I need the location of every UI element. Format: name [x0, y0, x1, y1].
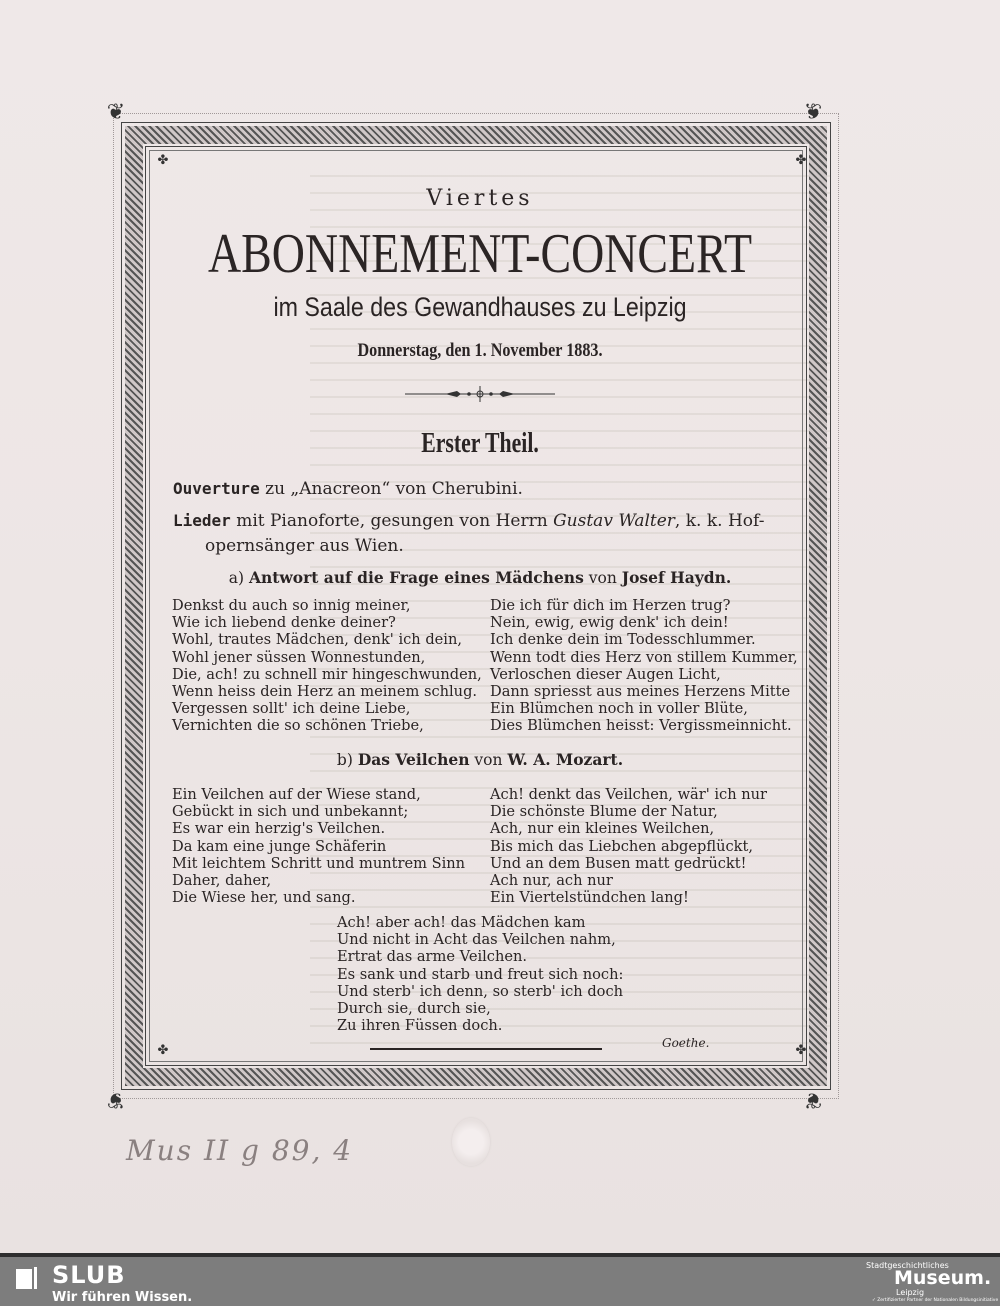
corner-ornament-icon: ❦	[106, 1087, 126, 1112]
verse-line: Dies Blümchen heisst: Vergissmeinnicht.	[490, 717, 792, 735]
inner-corner-ornament-icon: ✤	[795, 153, 807, 168]
inner-corner-ornament-icon: ✤	[157, 1043, 169, 1058]
verse-line: Denkst du auch so innig meiner,	[172, 597, 411, 614]
venue-subtitle: im Saale des Gewandhauses zu Leipzig	[273, 292, 687, 322]
verse-line: Und an dem Busen matt gedrückt!	[490, 854, 747, 872]
verse-line: Die ich für dich im Herzen trug?	[490, 597, 731, 614]
corner-ornament-icon: ❦	[106, 100, 126, 125]
song-heading-a	[0, 568, 960, 587]
inner-corner-ornament-icon: ✤	[157, 153, 169, 168]
verse-line: Durch sie, durch sie,	[337, 1000, 491, 1018]
verse-line: Wohl, trautes Mädchen, denk' ich dein,	[172, 631, 463, 649]
poem-author: Goethe.	[662, 1036, 710, 1050]
program-item-text: mit Pianoforte, gesungen von Herrn	[230, 511, 554, 531]
program-item-continuation: opernsänger aus Wien.	[205, 536, 404, 556]
verse-b-left	[172, 786, 465, 906]
verse-line: Ein Blümchen noch in voller Blüte,	[490, 700, 748, 718]
song-by: von	[583, 569, 622, 587]
inner-corner-ornament-icon: ✤	[795, 1043, 807, 1058]
embossed-stamp	[452, 1118, 490, 1166]
verse-line: Ach! aber ach! das Mädchen kam	[337, 914, 586, 931]
verse-line: Wie ich liebend denke deiner?	[172, 614, 396, 632]
verse-line: Die Wiese her, und sang.	[172, 889, 356, 907]
page-title: ABONNEMENT-CONCERT	[207, 223, 753, 285]
verse-line: Dann spriesst aus meines Herzens Mitte	[490, 683, 791, 701]
partner-certification: ✓ Zertifizierter Partner der Nationalen Bildungsinitiative	[872, 1298, 999, 1303]
verse-line: Daher, daher,	[172, 872, 272, 890]
verse-line: Es war ein herzig's Veilchen.	[172, 820, 386, 838]
verse-line: Mit leichtem Schritt und muntrem Sinn	[172, 854, 466, 872]
verse-b-center	[337, 914, 623, 1034]
verse-line: Verloschen dieser Augen Licht,	[490, 665, 721, 683]
verse-line: Ach! denkt das Veilchen, wär' ich nur	[490, 786, 768, 803]
pre-title: Viertes	[426, 186, 534, 211]
verse-line: Nein, ewig, ewig denk' ich dein!	[490, 614, 729, 632]
partner-city: Leipzig	[896, 1288, 925, 1297]
verse-line: Ein Viertelstündchen lang!	[490, 889, 689, 907]
verse-line: Ach nur, ach nur	[490, 872, 613, 890]
verse-line: Gebückt in sich und unbekannt;	[172, 803, 409, 821]
song-title: Antwort auf die Frage eines Mädchens	[248, 568, 584, 587]
verse-a-left	[172, 597, 482, 735]
song-by: von	[469, 751, 508, 769]
song-index: a)	[228, 569, 244, 587]
concert-date: Donnerstag, den 1. November 1883.	[357, 340, 603, 361]
song-heading-b	[0, 750, 960, 769]
verse-line: Die schönste Blume der Natur,	[490, 803, 718, 821]
verse-line: Die, ach! zu schnell mir hingeschwunden,	[172, 665, 482, 683]
divider-ornament-icon	[405, 384, 555, 404]
verse-line: Es sank und starb und freut sich noch:	[337, 965, 624, 983]
verse-line: Wohl jener süssen Wonnestunden,	[172, 648, 426, 666]
verse-line: Vernichten die so schönen Triebe,	[172, 717, 424, 735]
verse-line: Wenn todt dies Herz von stillem Kummer,	[490, 648, 798, 666]
viewer-footer	[0, 1253, 1000, 1306]
library-name[interactable]: SLUB	[52, 1261, 126, 1289]
handwritten-shelfmark: Mus II g 89, 4	[126, 1134, 354, 1167]
program-item-lieder	[173, 508, 801, 559]
library-tagline: Wir führen Wissen.	[52, 1290, 193, 1305]
verse-a-right	[490, 597, 798, 735]
performer-name: Gustav Walter	[553, 511, 675, 531]
corner-ornament-icon: ❦	[803, 1087, 823, 1112]
song-index: b)	[336, 751, 353, 769]
verse-line: Da kam eine junge Schäferin	[172, 837, 387, 855]
program-item-label: Ouverture	[173, 479, 260, 498]
verse-line: Zu ihren Füssen doch.	[337, 1017, 503, 1035]
verse-line: Wenn heiss dein Herz an meinem schlug.	[172, 683, 478, 701]
song-composer: W. A. Mozart.	[507, 750, 624, 769]
program-item-text: zu „Anacreon“ von Cherubini.	[259, 479, 523, 499]
corner-ornament-icon: ❦	[803, 100, 823, 125]
closing-rule	[370, 1048, 602, 1050]
program-item-label: Lieder	[173, 511, 231, 530]
verse-line: Ich denke dein im Todesschlummer.	[490, 631, 756, 649]
verse-line: Ertrat das arme Veilchen.	[337, 948, 528, 966]
slub-logo-icon	[14, 1265, 40, 1291]
verse-line: Und nicht in Acht das Veilchen nahm,	[337, 931, 616, 949]
section-title: Erster Theil.	[421, 427, 539, 459]
verse-line: Ein Veilchen auf der Wiese stand,	[172, 786, 421, 803]
program-item-overture	[173, 476, 523, 502]
verse-line: Bis mich das Liebchen abgepflückt,	[490, 837, 754, 855]
partner-prefix: Stadtgeschichtliches	[866, 1261, 949, 1270]
song-composer: Josef Haydn.	[621, 568, 732, 587]
verse-line: Ach, nur ein kleines Weilchen,	[490, 820, 715, 838]
verse-line: Vergessen sollt' ich deine Liebe,	[172, 700, 411, 718]
song-title: Das Veilchen	[357, 750, 470, 769]
verse-b-right	[490, 786, 767, 906]
program-item-text: , k. k. Hof-	[674, 511, 765, 531]
verse-line: Und sterb' ich denn, so sterb' ich doch	[337, 982, 624, 1000]
partner-name[interactable]: Museum.	[894, 1267, 992, 1289]
